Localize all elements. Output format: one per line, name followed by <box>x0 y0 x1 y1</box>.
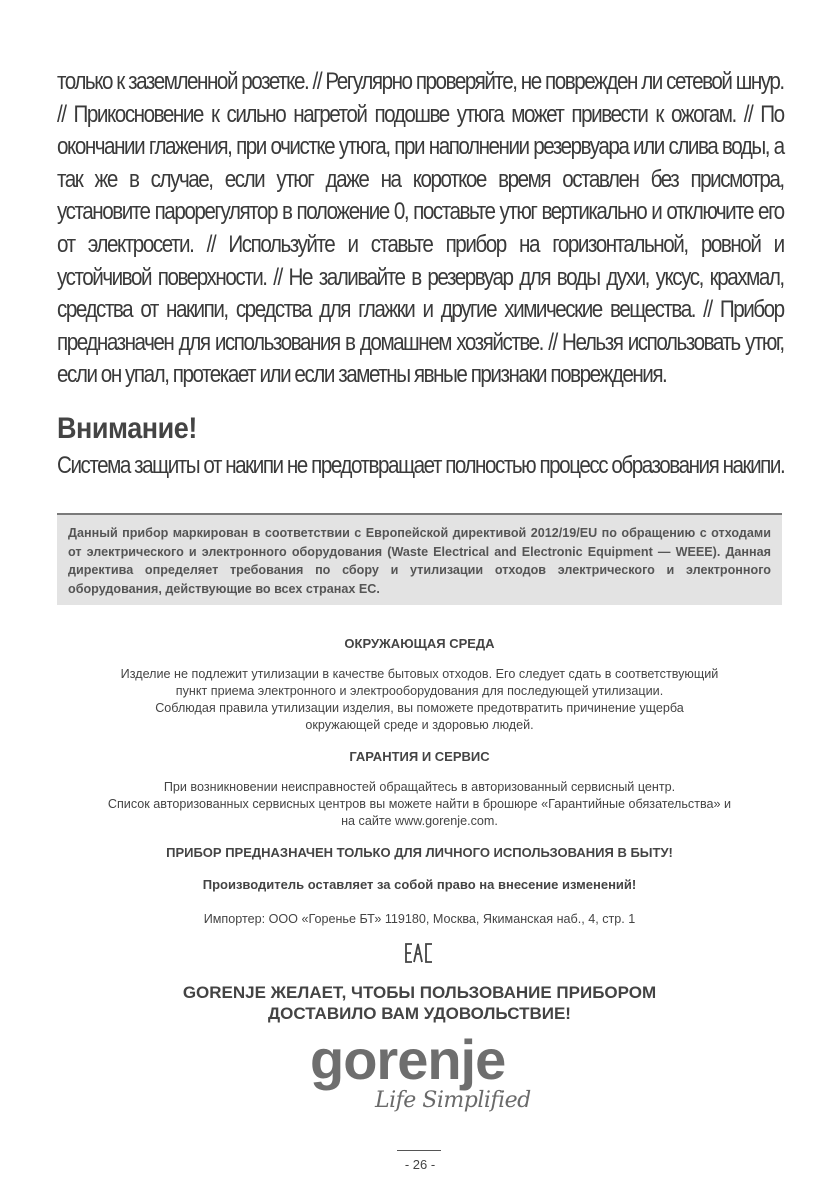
weee-notice-box <box>57 513 782 605</box>
eac-certification-mark <box>405 942 433 964</box>
environment-line-2: пункт приема электронного и электрооборудования для последующей утилизации. <box>175 684 664 698</box>
warranty-line-1: При возникновении неисправностей обращайтесь в авторизованный сервисный центр. <box>163 780 676 794</box>
changes-notice: Производитель оставляет за собой право на внесение изменений! <box>202 877 637 892</box>
slogan <box>57 982 782 1024</box>
weee-notice-text: Данный прибор маркирован в соответствии с Европейской директивой 2012/19/EU по обращению с отходами от электрического и электронного оборудования (Waste Electrical and Electronic Equipment — WEEE). Данная директива определяет требования по сбору и утилизации отходов электрического и электронного оборудования, действующие во всех странах ЕС. <box>68 526 771 596</box>
slogan-line-1: GORENJE ЖЕЛАЕТ, ЧТОБЫ ПОЛЬЗОВАНИЕ ПРИБОРОМ <box>182 983 657 1002</box>
gorenje-logo: gorenje <box>310 1028 506 1091</box>
logo-tagline: Life Simplified <box>375 1088 531 1113</box>
warning-heading: Внимание! <box>57 412 197 445</box>
environment-heading: ОКРУЖАЮЩАЯ СРЕДА <box>344 636 495 651</box>
warranty-section <box>57 749 782 830</box>
environment-line-3: Соблюдая правила утилизации изделия, вы поможете предотвратить причинение ущерба <box>155 701 684 715</box>
environment-line-4: окружающей среде и здоровью людей. <box>305 718 534 732</box>
safety-instructions-text: только к заземленной розетке. // Регулярно проверяйте, не поврежден ли сетевой шнур. // Прикосновение к сильно нагретой подошве утюга может привести к ожогам. // По окончании глажения, при очистке утюга, при наполнении резервуара или слива воды, а так же в случае, если утюг даже на короткое время оставлен без присмотра, установите парорегулятор в положение 0, поставьте утюг вертикально и отключите его от электросети. // Используйте и ставьте прибор на горизонтальной, ровной и устойчивой поверхности. // Не заливайте в резервуар для воды духи, уксус, крахмал, средства от накипи, средства для глажки и другие химические вещества. // Прибор предназначен для использования в домашнем хозяйстве. // Нельзя использовать утюг, если он упал, протекает или если заметны явные признаки повреждения. <box>57 68 784 389</box>
environment-section <box>57 636 782 734</box>
warranty-line-2: Список авторизованных сервисных центров вы можете найти в брошюре «Гарантийные обязательства» и <box>107 797 732 811</box>
page-number-divider <box>397 1150 441 1151</box>
household-notice: ПРИБОР ПРЕДНАЗНАЧЕН ТОЛЬКО ДЛЯ ЛИЧНОГО ИСПОЛЬЗОВАНИЯ В БЫТУ! <box>166 845 673 860</box>
warning-text: Система защиты от накипи не предотвращает полностью процесс образования накипи. <box>57 452 785 479</box>
warranty-line-3: на сайте www.gorenje.com. <box>341 814 498 828</box>
importer-info: Импортер: ООО «Горенье БТ» 119180, Москва, Якиманская наб., 4, стр. 1 <box>203 912 636 926</box>
warranty-heading: ГАРАНТИЯ И СЕРВИС <box>349 749 490 764</box>
page-number: - 26 - <box>404 1157 436 1172</box>
slogan-line-2: ДОСТАВИЛО ВАМ УДОВОЛЬСТВИЕ! <box>268 1004 571 1023</box>
environment-line-1: Изделие не подлежит утилизации в качестве бытовых отходов. Его следует сдать в соответствующий <box>120 667 719 681</box>
